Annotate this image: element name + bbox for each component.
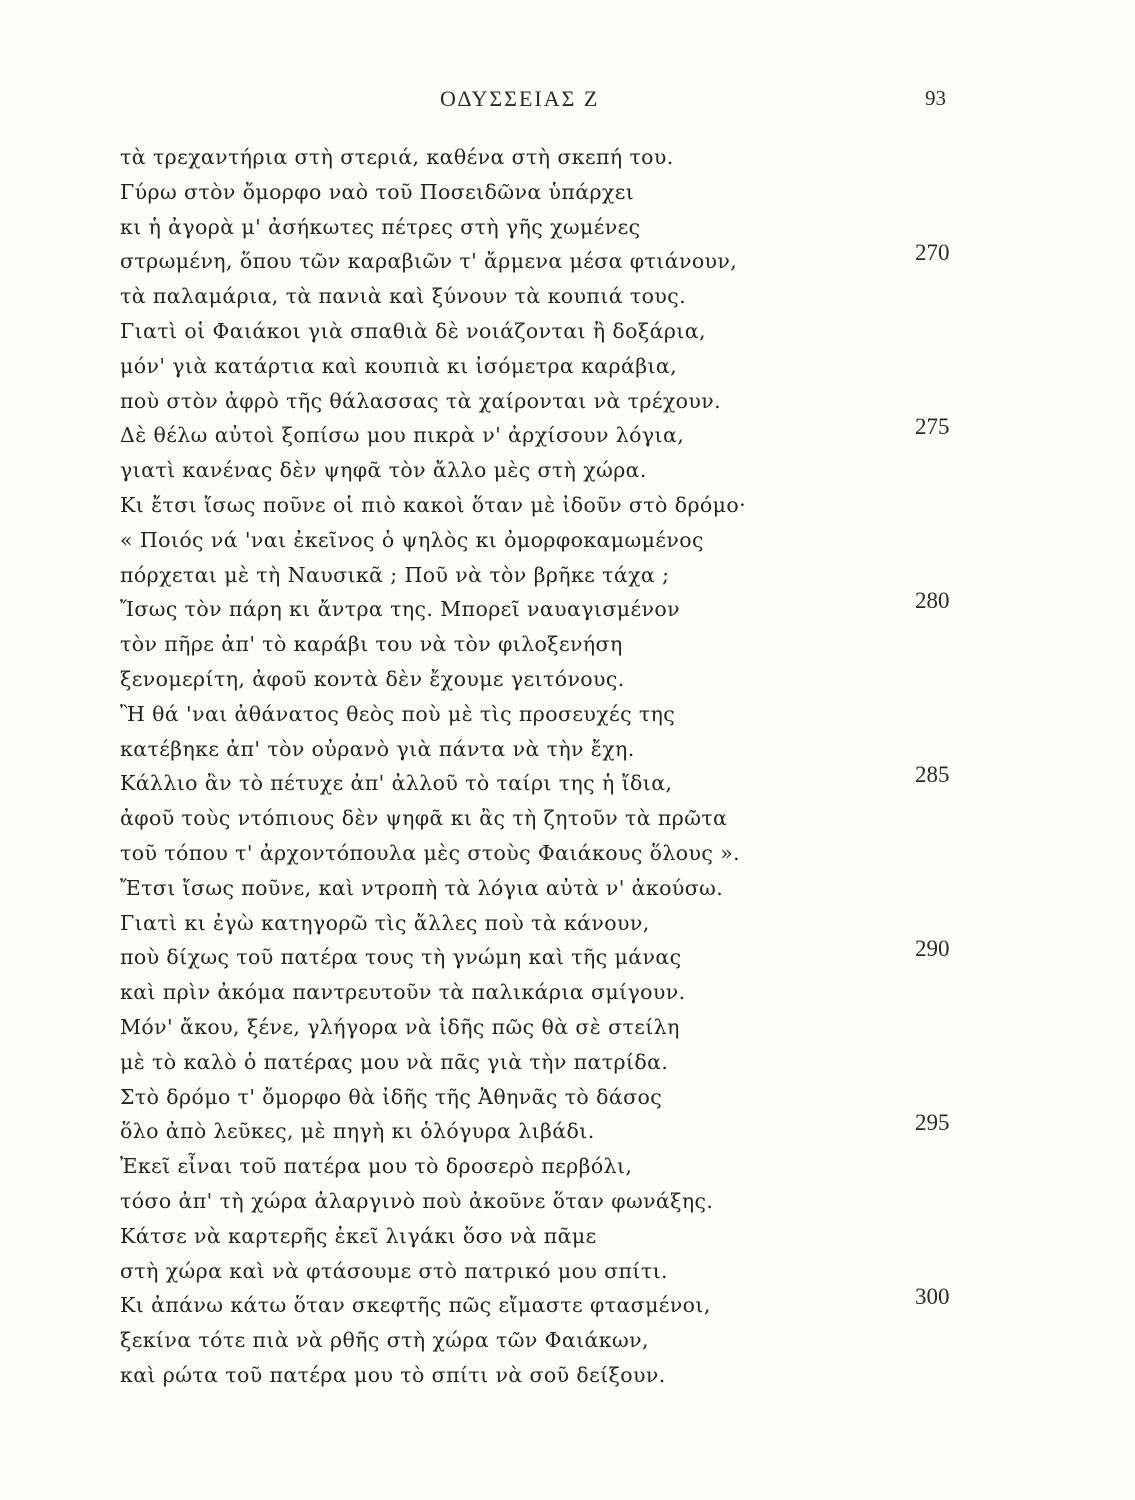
verse-text: Κάτσε νὰ καρτερῆς ἐκεῖ λιγάκι ὅσο νὰ πᾶμε: [120, 1223, 597, 1248]
verse-line: [120, 175, 980, 210]
verse-text: κι ἡ ἀγορὰ μ' ἀσήκωτες πέτρες στὴ γῆς χωμένες: [120, 214, 641, 239]
verse-line: [120, 1184, 980, 1219]
verse-text: τὰ παλαμάρια, τὰ πανιὰ καὶ ξύνουν τὰ κουπιά τους.: [120, 284, 687, 309]
verse-line: [120, 453, 980, 488]
line-number: 270: [915, 240, 950, 266]
verse-text: γιατὶ κανένας δὲν ψηφᾶ τὸν ἄλλο μὲς στὴ χώρα.: [120, 458, 647, 483]
verse-line: [120, 488, 980, 523]
verse-line: [120, 662, 980, 697]
verse-line: [120, 936, 980, 975]
verse-text: Ἐκεῖ εἶναι τοῦ πατέρα μου τὸ δροσερὸ περβόλι,: [120, 1154, 633, 1179]
verse-text: ξενομερίτη, ἀφοῦ κοντὰ δὲν ἔχουμε γειτόνους.: [120, 666, 625, 691]
line-number: 285: [915, 762, 950, 788]
verse-text: Μόν' ἄκου, ξένε, γλήγορα νὰ ἰδῆς πῶς θὰ σὲ στείλη: [120, 1014, 680, 1039]
verse-line: [120, 1010, 980, 1045]
verse-line: [120, 279, 980, 314]
verse-text: Γιατὶ οἱ Φαιάκοι γιὰ σπαθιὰ δὲ νοιάζονται ἢ δοξάρια,: [120, 318, 706, 343]
verse-text: τὰ τρεχαντήρια στὴ στεριά, καθένα στὴ σκεπή του.: [120, 145, 674, 169]
verse-line: [120, 1080, 980, 1115]
line-number: 290: [915, 936, 950, 962]
verse-line: [120, 836, 980, 871]
line-number: 300: [915, 1284, 950, 1310]
verse-text: τόσο ἀπ' τὴ χώρα ἀλαργινὸ ποὺ ἀκοῦνε ὅταν φωνάξης.: [120, 1188, 714, 1213]
verse-text: Ἴσως τὸν πάρη κι ἄντρα της. Μπορεῖ ναυαγισμένον: [120, 597, 680, 622]
verse-line: [120, 588, 980, 627]
verse-text: στὴ χώρα καὶ νὰ φτάσουμε στὸ πατρικό μου σπίτι.: [120, 1258, 668, 1283]
verse-line: [120, 314, 980, 349]
verse-line: [120, 906, 980, 941]
verse-line: [120, 1149, 980, 1184]
verse-line: [120, 523, 980, 558]
verse-text: Ἢ θά 'ναι ἀθάνατος θεὸς ποὺ μὲ τὶς προσευχές της: [120, 701, 676, 726]
verse-text: Στὸ δρόμο τ' ὄμορφο θὰ ἰδῆς τῆς Ἀθηνᾶς τὸ δάσος: [120, 1084, 663, 1109]
verse-line: [120, 871, 980, 906]
verse-text: ποὺ στὸν ἀφρὸ τῆς θάλασσας τὰ χαίρονται νὰ τρέχουν.: [120, 388, 722, 413]
verse-text: ὅλο ἀπὸ λεῦκες, μὲ πηγὴ κι ὁλόγυρα λιβάδι.: [120, 1119, 595, 1144]
verse-line: [120, 240, 980, 279]
verse-line: [120, 627, 980, 662]
verse-line: [120, 414, 980, 453]
running-title: ΟΔΥΣΣΕΙΑΣ Ζ: [440, 86, 600, 111]
verse-text: Γύρω στὸν ὄμορφο ναὸ τοῦ Ποσειδῶνα ὑπάρχει: [120, 179, 635, 204]
verse-text: Κι ἀπάνω κάτω ὅταν σκεφτῆς πῶς εἴμαστε φτασμένοι,: [120, 1293, 711, 1318]
verse-line: [120, 140, 980, 175]
line-number: 280: [915, 588, 950, 614]
verse-line: [120, 1284, 980, 1323]
verse-text: Ἔτσι ἴσως ποῦνε, καὶ ντροπὴ τὰ λόγια αὐτὰ ν' ἀκούσω.: [120, 875, 724, 900]
verse-text: ἀφοῦ τοὺς ντόπιους δὲν ψηφᾶ κι ἂς τὴ ζητοῦν τὰ πρῶτα: [120, 806, 728, 831]
verse-line: [120, 349, 980, 384]
verse-text: Γιατὶ κι ἐγὼ κατηγορῶ τὶς ἄλλες ποὺ τὰ κάνουν,: [120, 910, 650, 935]
verse-text: μόν' γιὰ κατάρτια καὶ κουπιὰ κι ἰσόμετρα καράβια,: [120, 353, 678, 378]
verse-line: [120, 1254, 980, 1289]
verse-text: στρωμένη, ὅπου τῶν καραβιῶν τ' ἄρμενα μέσα φτιάνουν,: [120, 249, 738, 274]
verse-line: [120, 697, 980, 732]
verse-line: [120, 975, 980, 1010]
verse-text: κατέβηκε ἀπ' τὸν οὐρανὸ γιὰ πάντα νὰ τὴν ἔχη.: [120, 736, 635, 761]
verse-text: Δὲ θέλω αὐτοὶ ξοπίσω μου πικρὰ ν' ἀρχίσουν λόγια,: [120, 423, 685, 448]
verse-text: τὸν πῆρε ἀπ' τὸ καράβι του νὰ τὸν φιλοξενήση: [120, 632, 623, 657]
verse-line: [120, 1045, 980, 1080]
line-number: 275: [915, 414, 950, 440]
verse-text: ποὺ δίχως τοῦ πατέρα τους τὴ γνώμη καὶ τῆς μάνας: [120, 945, 682, 970]
verse-text: Κι ἔτσι ἴσως ποῦνε οἱ πιὸ κακοὶ ὅταν μὲ ἰδοῦν στὸ δρόμο·: [120, 492, 747, 517]
verse-line: [120, 762, 980, 801]
verse-line: [120, 801, 980, 836]
poem-text: [120, 140, 980, 1393]
verse-line: [120, 558, 980, 593]
verse-text: μὲ τὸ καλὸ ὁ πατέρας μου νὰ πᾶς γιὰ τὴν πατρίδα.: [120, 1049, 669, 1074]
verse-line: [120, 1323, 980, 1358]
verse-text: ξεκίνα τότε πιὰ νὰ ρθῆς στὴ χώρα τῶν Φαιάκων,: [120, 1328, 649, 1353]
verse-line: [120, 384, 980, 419]
line-number: 295: [915, 1110, 950, 1136]
verse-line: [120, 1219, 980, 1254]
running-head: [0, 86, 1135, 116]
verse-line: [120, 1110, 980, 1149]
verse-text: « Ποιός νά 'ναι ἐκεῖνος ὁ ψηλὸς κι ὀμορφοκαμωμένος: [120, 527, 704, 552]
page-number: 93: [925, 86, 946, 110]
verse-text: καὶ ρώτα τοῦ πατέρα μου τὸ σπίτι νὰ σοῦ δείξουν.: [120, 1362, 666, 1387]
verse-line: [120, 732, 980, 767]
verse-line: [120, 1358, 980, 1393]
verse-text: πόρχεται μὲ τὴ Ναυσικᾶ ; Ποῦ νὰ τὸν βρῆκε τάχα ;: [120, 562, 670, 587]
verse-text: καὶ πρὶν ἀκόμα παντρευτοῦν τὰ παλικάρια σμίγουν.: [120, 980, 686, 1005]
verse-text: Κάλλιο ἂν τὸ πέτυχε ἀπ' ἀλλοῦ τὸ ταίρι της ἡ ἴδια,: [120, 771, 673, 796]
verse-text: τοῦ τόπου τ' ἀρχοντόπουλα μὲς στοὺς Φαιάκους ὅλους ».: [120, 840, 741, 865]
verse-line: [120, 210, 980, 245]
